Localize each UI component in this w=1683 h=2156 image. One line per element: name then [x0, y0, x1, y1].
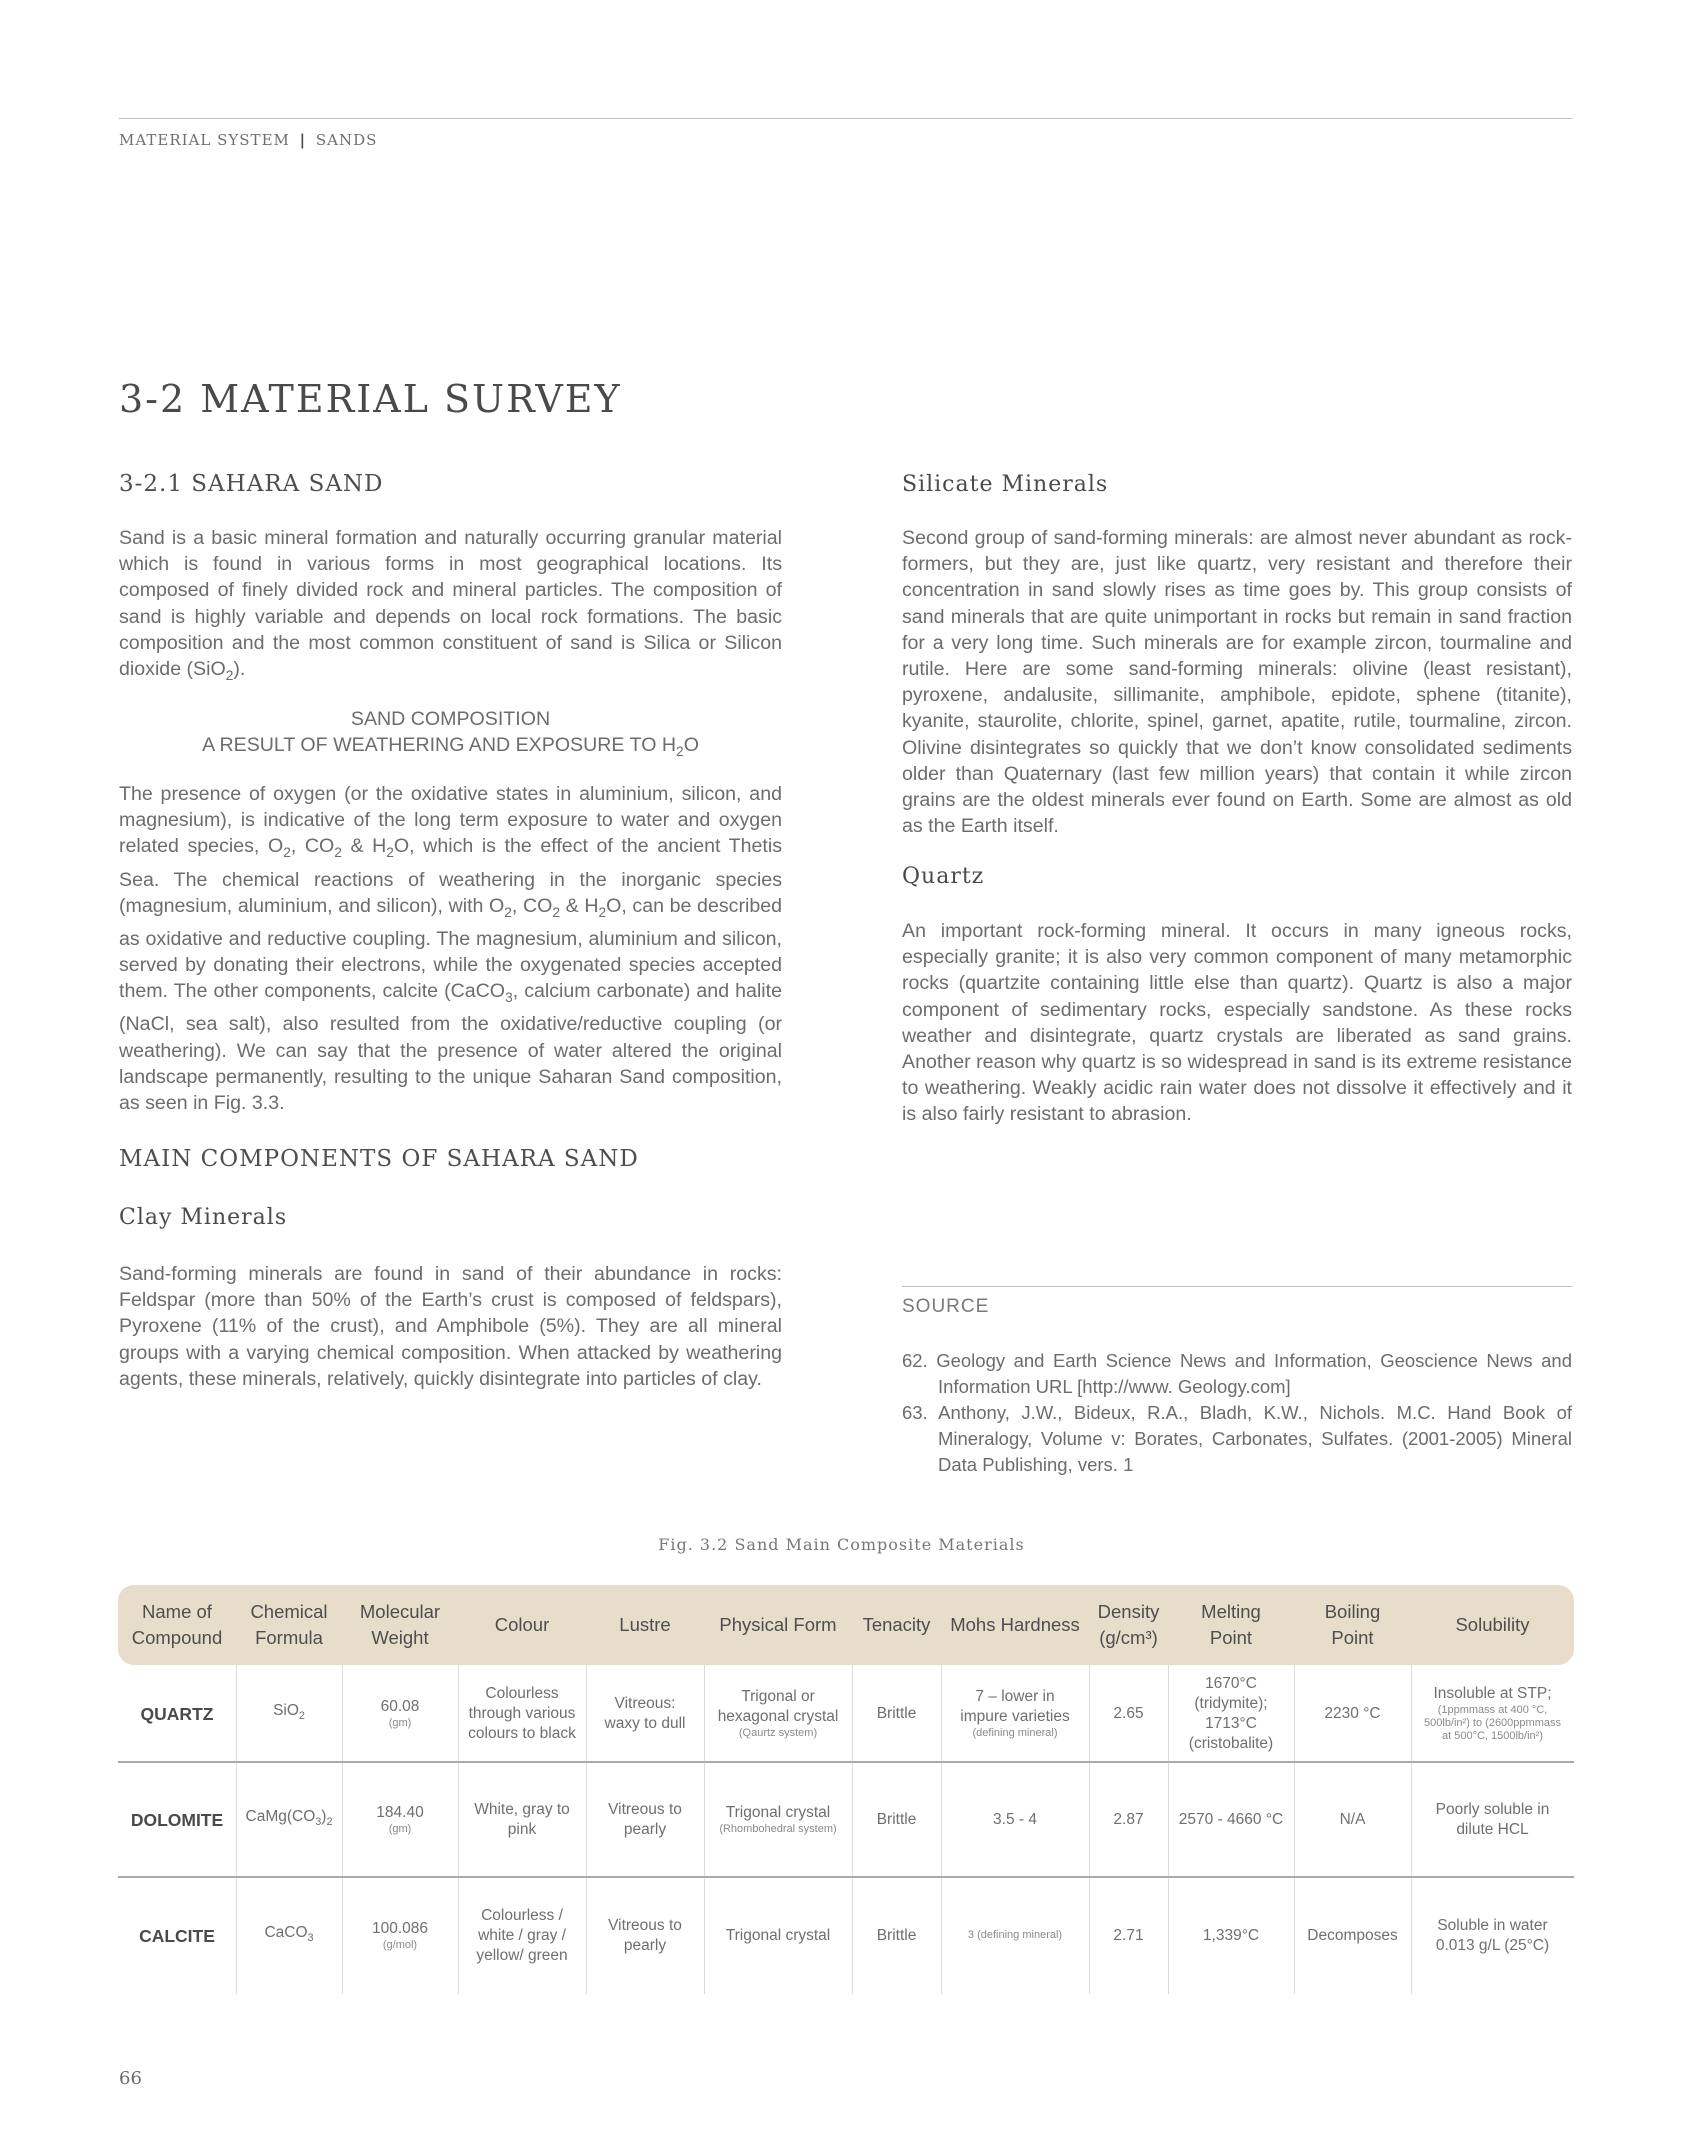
section-heading: 3-2.1 SAHARA SAND [119, 471, 384, 497]
compound-name: QUARTZ [140, 1703, 214, 1724]
column-divider [852, 1665, 853, 1994]
mohs-hardness: 7 – lower in impure varieties (defining mineral) [960, 1688, 1070, 1739]
density: 2.87 [1113, 1810, 1144, 1828]
compound-name: CALCITE [139, 1925, 215, 1946]
boiling-point: Decomposes [1307, 1926, 1398, 1944]
sand-composition-subtitle: SAND COMPOSITION A RESULT OF WEATHERING AND EXPOSURE TO $H_2O$ [202, 708, 699, 759]
density: 2.71 [1113, 1926, 1144, 1944]
reference-62: 62. Geology and Earth Science News and Information, Geoscience News and Information URL [http://www. Geology.com] [902, 1350, 1572, 1397]
column-divider [704, 1665, 705, 1994]
reference-63: 63. Anthony, J.W., Bideux, R.A., Bladh, K.W., Nichols. M.C. Hand Book of Mineralogy, Volume v: Borates, Carbonates, Sulfates. (2001-2005) Mineral Data Publishing, vers. 1 [902, 1402, 1572, 1475]
header-rule [119, 118, 1572, 119]
column-divider [586, 1665, 587, 1994]
physical-form: Trigonal crystal [725, 1926, 831, 1944]
melting-point: 2570 - 4660 °C [1178, 1810, 1284, 1828]
molecular-weight: 100.086 (g/mol) [371, 1920, 429, 1951]
column-divider [1411, 1665, 1412, 1994]
components-heading: MAIN COMPONENTS OF SAHARA SAND [119, 1146, 639, 1172]
figure-caption: Fig. 3.2 Sand Main Composite Materials [658, 1535, 1025, 1554]
solubility: Soluble in water 0.013 g/L (25°C) [1435, 1916, 1550, 1954]
silicate-minerals-heading: Silicate Minerals [902, 472, 1109, 497]
clay-minerals-paragraph: Sand-forming minerals are found in sand of their abundance in rocks: Feldspar (more than 50% of the Earth’s crust is composed of feldspars), Pyroxene (11% of the crust), and Amphibole (5%). They are all mineral groups with a varying chemical composition. When attacked by weathering agents, these minerals, relatively, quickly disintegrate into particles of clay. [119, 1263, 782, 1390]
quartz-heading: Quartz [902, 864, 985, 889]
lustre: Vitreous to pearly [608, 1800, 682, 1838]
header-cell: Name of Compound [131, 1601, 223, 1648]
source-label: SOURCE [902, 1296, 990, 1317]
chemical-formula: SiO$_2$ [273, 1701, 305, 1723]
clay-minerals-heading: Clay Minerals [119, 1205, 288, 1230]
column-divider [1089, 1665, 1090, 1994]
mohs-hardness: 3 (defining mineral) [967, 1929, 1063, 1941]
header-cell: Tenacity [862, 1614, 931, 1635]
tenacity: Brittle [876, 1926, 917, 1944]
header-cell: Melting Point [1201, 1601, 1261, 1648]
source-rule [902, 1286, 1572, 1287]
tenacity: Brittle [876, 1704, 917, 1722]
header-cell: Boiling Point [1324, 1601, 1381, 1648]
column-divider [1294, 1665, 1295, 1994]
quartz-paragraph: An important rock-forming mineral. It occurs in many igneous rocks, especially granite; it is also very common component of many metamorphic rocks (quartzite containing little else than quartz). Quartz is also a major component of sedimentary rocks, especially sandstone. As these rocks weather and disintegrate, quartz crystals are liberated as sand grains. Another reason why quartz is so widespread in sand is its extreme resistance to weathering. Weakly acidic rain water does not dissolve it effectively and it is also fairly resistant to abrasion. [902, 920, 1572, 1126]
compound-name: DOLOMITE [130, 1809, 224, 1830]
intro-paragraph: Sand is a basic mineral formation and naturally occurring granular material which is found in various forms in most geographical locations. Its composed of finely divided rock and mineral particles. The composition of sand is highly variable and depends on local rock formations. The basic composition and the most common constituent of sand is Silica or Silicon dioxide (SiO$_2$). [119, 527, 782, 683]
mohs-hardness: 3.5 - 4 [993, 1810, 1037, 1828]
lustre: Vitreous to pearly [608, 1916, 682, 1954]
density: 2.65 [1113, 1704, 1144, 1722]
colour: Colourless through various colours to black [468, 1684, 576, 1742]
weathering-paragraph: The presence of oxygen (or the oxidative states in aluminium, silicon, and magnesium), is indicative of the long term exposure to water and oxygen related species, $O_2$, $CO_2$ & $H_2O$, which is the effect of the ancient Thetis Sea. The chemical reactions of weathering in the inorganic species (magnesium, aluminium, and silicon), with $O_2$, $CO_2$ & $H_2O$, can be described as oxidative and reductive coupling. The magnesium, aluminium and silicon, served by donating their electrons, while the oxygenated species accepted them. The other components, calcite (CaCO$_3$, calcium carbonate) and halite (NaCl, sea salt), also resulted from the oxidative/reductive coupling (or weathering). We can say that the presence of water altered the original landscape permanently, resulting to the unique Saharan Sand composition, as seen in Fig. 3.3. [119, 783, 783, 1114]
lustre: Vitreous: waxy to dull [604, 1694, 686, 1732]
solubility: Insoluble at STP; (1ppmmass at 400 °C, 500lb/in²) to (2600ppmmass at 500°C, 1500lb/in²) [1424, 1685, 1561, 1742]
physical-form: Trigonal or hexagonal crystal (Qaurtz system) [717, 1688, 839, 1739]
boiling-point: N/A [1339, 1810, 1366, 1828]
column-divider [342, 1665, 343, 1994]
header-cell: Molecular Weight [359, 1601, 441, 1648]
header-cell: Solubility [1455, 1614, 1530, 1635]
header-cell: Mohs Hardness [950, 1614, 1080, 1635]
chemical-formula: $CaMg(CO_3)_2$ [245, 1807, 333, 1829]
page-title: 3-2 MATERIAL SURVEY [119, 377, 622, 421]
colour: Colourless / white / gray / yellow/ green [476, 1906, 568, 1964]
molecular-weight: 184.40 (gm) [376, 1804, 424, 1835]
silicate-minerals-paragraph: Second group of sand-forming minerals: are almost never abundant as rock-formers, but they are, just like quartz, very resistant and therefore their concentration in sand slowly rises as time goes by. This group consists of sand minerals that are quite unimportant in rocks but remain in sand fraction for a very long time. Such minerals are for example zircon, tourmaline and rutile. Here are some sand-forming minerals: olivine (least resistant), pyroxene, andalusite, sillimanite, amphibole, epidote, sphene (titanite), kyanite, staurolite, chlorite, spinel, garnet, apatite, rutile, tourmaline, zircon. Olivine disintegrates so quickly that we don’t know consolidated sediments older than Quaternary (last few million years) that contain it while zircon grains are the oldest minerals ever found on Earth. Some are almost as old as the Earth itself. [902, 527, 1572, 838]
header-cell: Chemical Formula [250, 1601, 328, 1648]
solubility: Poorly soluble in dilute HCL [1435, 1800, 1550, 1838]
chemical-formula: CaCO$_3$ [264, 1923, 314, 1945]
page-number: 66 [119, 2068, 142, 2089]
melting-point: 1,339°C [1202, 1926, 1260, 1944]
tenacity: Brittle [876, 1810, 917, 1828]
column-divider [236, 1665, 237, 1994]
header-cell: Lustre [619, 1614, 671, 1635]
header-cell: Physical Form [719, 1614, 837, 1635]
column-divider [1168, 1665, 1169, 1994]
column-divider [941, 1665, 942, 1994]
header-cell: Colour [494, 1614, 550, 1635]
melting-point: 1670°C (tridymite); 1713°C (cristobalite) [1188, 1674, 1274, 1752]
boiling-point: 2230 °C [1324, 1704, 1381, 1722]
column-divider [458, 1665, 459, 1994]
colour: White, gray to pink [474, 1800, 570, 1838]
header-cell: Density (g/cm³) [1097, 1601, 1160, 1648]
physical-form: Trigonal crystal (Rhombohedral system) [719, 1804, 837, 1835]
running-header: MATERIAL SYSTEM | SANDS [119, 131, 378, 149]
molecular-weight: 60.08 (gm) [380, 1698, 420, 1729]
